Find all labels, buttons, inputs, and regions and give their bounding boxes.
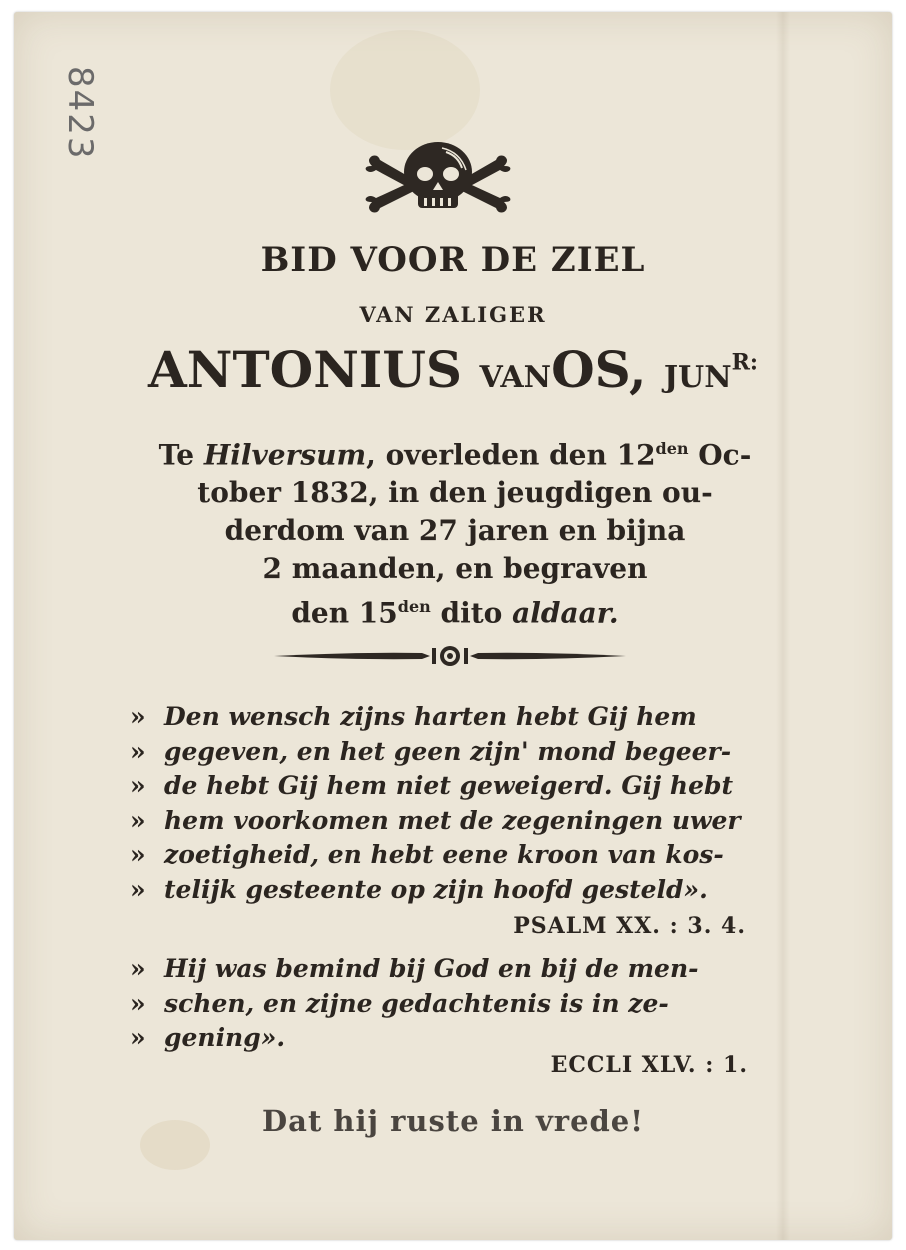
verse-text: de hebt Gij hem niet geweigerd. Gij hebt	[164, 771, 734, 800]
verse-eccli	[130, 952, 770, 1056]
verse-text: gening».	[164, 1023, 286, 1052]
verse-line	[130, 735, 770, 770]
info-text: , overleden den 12	[366, 438, 656, 472]
quote-mark: »	[130, 736, 146, 766]
name-jun-sup: R:	[731, 349, 759, 376]
info-line: derdom van 27 jaren en bijna	[224, 514, 686, 548]
quote-mark: »	[130, 702, 146, 731]
verse-line	[130, 769, 770, 804]
quote-mark: »	[130, 805, 146, 835]
info-line: 2 maanden, en begraven	[262, 552, 648, 586]
skull-crossbones-icon	[362, 138, 514, 224]
info-text: dito	[430, 596, 513, 630]
name-comma: ,	[629, 340, 647, 399]
verse-text: gegeven, en het geen zijn' mond begeer-	[164, 736, 732, 766]
info-sup: den	[397, 597, 431, 617]
verse-line	[130, 952, 770, 987]
verse-line	[130, 987, 770, 1022]
verse-line	[130, 700, 770, 735]
deceased-name	[0, 340, 906, 399]
ornament-divider	[272, 640, 628, 672]
quote-mark: »	[130, 954, 146, 983]
info-text: Oc-	[688, 438, 752, 472]
verse-text: zoetigheid, en hebt eene kroon van kos-	[164, 840, 724, 869]
info-line	[100, 430, 810, 474]
quote-mark: »	[130, 840, 146, 869]
verse-text: schen, en zijne gedachtenis is in ze-	[164, 988, 669, 1018]
paper-stain	[330, 30, 480, 150]
verse-text: hem voorkomen met de zegeningen uwer	[164, 805, 741, 835]
death-info	[100, 430, 810, 633]
verse-reference: ECCLI XLV. : 1.	[550, 1052, 748, 1078]
quote-mark: »	[130, 874, 146, 904]
info-place: Hilversum	[203, 438, 367, 472]
closing-prayer: Dat hij ruste in vrede!	[262, 1104, 644, 1138]
quote-mark: »	[130, 771, 146, 800]
info-line	[100, 588, 810, 632]
info-text: Te	[158, 438, 204, 472]
info-place: aldaar.	[512, 596, 619, 630]
verse-text: telijk gesteente op zijn hoofd gesteld».	[164, 874, 708, 904]
verse-line	[130, 838, 770, 873]
quote-mark: »	[130, 1023, 146, 1052]
verse-line	[130, 804, 770, 839]
name-van: VAN	[479, 360, 552, 395]
verse-psalm	[130, 700, 770, 907]
info-text: den 15	[291, 596, 398, 630]
verse-text: Den wensch zijns harten hebt Gij hem	[164, 702, 697, 731]
catalog-number: 8423	[60, 66, 100, 161]
verse-text: Hij was bemind bij God en bij de men-	[164, 954, 699, 983]
name-main: ANTONIUS	[147, 340, 463, 399]
info-line: tober 1832, in den jeugdigen ou-	[197, 476, 713, 510]
info-sup: den	[655, 439, 689, 458]
name-jun: JUN	[663, 360, 732, 395]
verse-line	[130, 1021, 770, 1056]
verse-reference: PSALM XX. : 3. 4.	[513, 913, 746, 939]
subheading: VAN ZALIGER	[359, 302, 547, 327]
heading: BID VOOR DE ZIEL	[260, 240, 646, 280]
verse-line	[130, 873, 770, 908]
quote-mark: »	[130, 988, 146, 1018]
name-os: OS	[551, 340, 629, 399]
